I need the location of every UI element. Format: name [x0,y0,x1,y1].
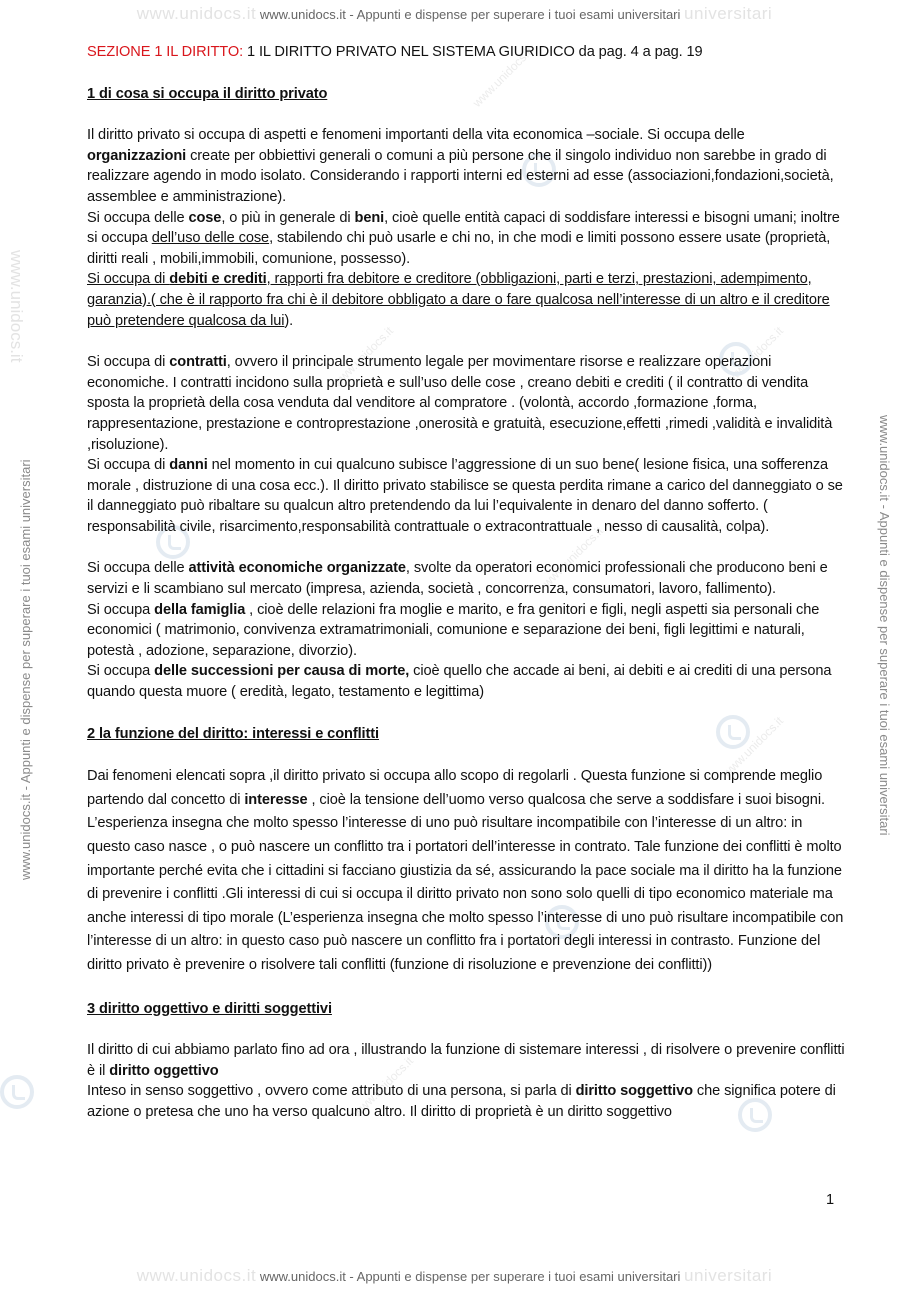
text-run: Il diritto di cui abbiamo parlato fino ad ora , illustrando la funzione di sistemare interessi , di risolvere o prevenire conflitti è il [87,1042,845,1079]
right-watermark-text: www.unidocs.it - Appunti e dispense per superare i tuoi esami universitari [877,415,892,836]
paragraph [87,600,847,662]
footer-faded-right: universitari [684,1266,773,1285]
diagonal-watermark: www.unidocs.it [720,323,787,390]
section-label: SEZIONE 1 IL DIRITTO: [87,44,244,60]
bold-term: diritto oggettivo [109,1062,219,1079]
left-faded-text: www.unidocs.it [7,250,26,363]
document-title [87,42,847,63]
text-run: , ovvero il principale strumento legale per movimentare risorse e realizzare operazioni economiche. I contratti incidono sulla proprietà e sull’uso delle cose , creano debiti e crediti ( il contratto di vendita sposta la proprietà della cosa venduta dal venditore al compratore . (volontà, accordo ,formazione ,forma, rappresentazione, prestazione e controprestazione ,onerosità e gratuità, esecuzione,effetti ,rimedi ,validità e invalidità ,risoluzione). [87,354,833,453]
text-run: Inteso in senso soggettivo , ovvero come attributo di una persona, si parla di [87,1083,576,1100]
paragraph [87,1040,847,1081]
header-faded-right: universitari [684,4,773,23]
diagonal-watermark: www.unidocs.it [470,43,537,110]
bold-term: beni [354,209,385,226]
bold-term: delle successioni per causa di morte, [154,663,410,680]
underlined-text: Si occupa di [87,271,170,288]
paragraph [87,558,847,599]
paragraph [87,455,847,537]
bold-term: interesse [244,791,308,808]
right-watermark-strip [877,0,908,1286]
text-run: Il diritto privato si occupa di aspetti e fenomeni importanti della vita economica –sociale. Si occupa delle [87,127,745,144]
paragraph [87,208,847,270]
header-faded-left: www.unidocs.it [136,4,257,23]
text-run: , cioè delle relazioni fra moglie e marito, e fra genitori e figli, negli aspetti sia personali che economici ( matrimonio, convivenza extramatrimoniali, comunione e separazione dei beni, figli legittimi e naturali, potestà , adozione, separazione, divorzio). [87,601,820,659]
footer-watermark-text: www.unidocs.it - Appunti e dispense per superare i tuoi esami universitari [259,1269,681,1284]
text-run: , cioè quelle entità capaci di soddisfare interessi e bisogni umani; inoltre si occupa [87,209,840,247]
paragraph [87,125,847,207]
header-watermark [0,0,909,28]
footer-faded-left: www.unidocs.it [136,1266,257,1285]
text-run: , o più in generale di [221,209,355,226]
unidocs-logo-icon [0,1075,34,1109]
paragraph [87,661,847,702]
title-text: 1 IL DIRITTO PRIVATO NEL SISTEMA GIURIDICO da pag. 4 a pag. 19 [243,44,703,60]
text-run: che significa potere di azione o pretesa che uno ha verso qualcuno altro. Il diritto di proprietà è un diritto soggettivo [87,1083,836,1120]
underlined-term: dell’uso delle cose [151,230,270,247]
bold-term: della famiglia [154,601,246,618]
bold-term: cose [188,209,222,226]
text-run: ). [284,312,294,329]
document-body [87,42,847,1123]
page-number: 1 [826,1192,835,1208]
text-run: Si occupa [87,601,155,618]
bold-term: danni [169,457,208,474]
diagonal-watermark: www.unidocs.it [540,523,607,590]
paragraph [87,269,847,331]
footer-watermark [0,1262,909,1290]
text-run: , cioè la tensione dell’uomo verso qualcosa che serve a soddisfare i suoi bisogni. L’esperienza insegna che molto spesso l’interesse di uno può risultare incompatibile con l’interesse di un altro: in questo caso nasce , o può nascere un conflitto tra i portatori dell’interesse in contrato. Tale funzione dei conflitti è molto importante perché evita che i cittadini si facciano giustizia da sé, assicurando la pace sociale ma il diritto ha la funzione di prevenire i conflitti .Gli interessi di cui si occupa il diritto privato non sono solo quelli di tipo economico materiale ma anche interessi di tipo morale (L’esperienza insegna che molto spesso l’interesse di uno può risultare incompatibile con l’interesse di un altro: in questo caso può nascere un conflitto fra i portatori degli interessi in contrasto. Funzione del diritto privato è prevenire o risolvere tali conflitti (funzione di risoluzione e prevenzione dei conflitti)) [87,791,844,973]
diagonal-watermark: www.unidocs.it [350,1053,417,1120]
text-run: Si occupa di [87,354,170,371]
text-run: cioè quello che accade ai beni, ai debiti e ai crediti di una persona quando questa muore ( eredità, legato, testamento e legittima) [87,663,832,701]
bold-term: debiti e crediti [169,271,267,288]
text-run: Si occupa di [87,457,170,474]
text-run: Si occupa [87,663,155,680]
diagonal-watermark: www.unidocs.it [720,713,787,780]
diagonal-watermark: www.unidocs.it [330,323,397,390]
paragraph [87,1081,847,1122]
bold-term: organizzazioni [87,147,187,164]
text-run: , svolte da operatori economici professionali che producono beni e servizi e li scambiano sul mercato (impresa, azienda, società , concorrenza, consumatori, lavoro, fallimento). [87,560,828,598]
paragraph [87,765,847,977]
section-2-heading: 2 la funzione del diritto: interessi e conflitti [87,725,379,742]
section-3-heading: 3 diritto oggettivo e diritti soggettivi [87,1000,332,1017]
text-run: Si occupa delle [87,560,189,577]
text-run: Si occupa delle [87,209,189,226]
paragraph [87,352,847,455]
text-run: Dai fenomeni elencati sopra ,il diritto privato si occupa allo scopo di regolarli . Questa funzione si comprende meglio partendo dal concetto di [87,768,823,808]
left-watermark-text: www.unidocs.it - Appunti e dispense per superare i tuoi esami universitari [18,459,33,880]
text-run: , stabilendo chi può usarle e chi no, in che modi e limiti possono essere usate (proprietà, diritti reali , mobili,immobili, comunione, possesso). [87,230,831,267]
text-run: nel momento in cui qualcuno subisce l’aggressione di un suo bene( lesione fisica, una sofferenza morale , distruzione di una cosa ecc.). Il diritto privato stabilisce se questa perdita rimane a carico del danneggiato o se il danneggiato può ribaltare su qualcun altro pretendendo da lui l’equivalente in denaro del danno sofferto. ( responsabilità civile, risarcimento,responsabilità contrattuale o extracontrattuale , nesso di causalità, colpa). [87,457,843,535]
section-1-heading: 1 di cosa si occupa il diritto privato [87,85,328,102]
bold-term: attività economiche organizzate [188,560,406,577]
bold-term: contratti [169,354,227,371]
bold-term: diritto soggettivo [575,1083,693,1100]
header-watermark-text: www.unidocs.it - Appunti e dispense per superare i tuoi esami universitari [259,7,681,22]
underlined-text: , rapporti fra debitore e creditore (obbligazioni, parti e terzi, prestazioni, adempimento, garanzia).( che è il rapporto fra chi è il debitore obbligato a dare o fare qualcosa nell’interesse di un altro e il creditore può pretendere qualcosa da lui [87,271,830,329]
text-run: create per obbiettivi generali o comuni a più persone che il singolo individuo non sarebbe in grado di realizzare agendo in modo isolato. Considerando i rapporti interni ed esterni ad esse (associazioni,fondazioni,società, assemblee e amministrazione). [87,147,834,205]
